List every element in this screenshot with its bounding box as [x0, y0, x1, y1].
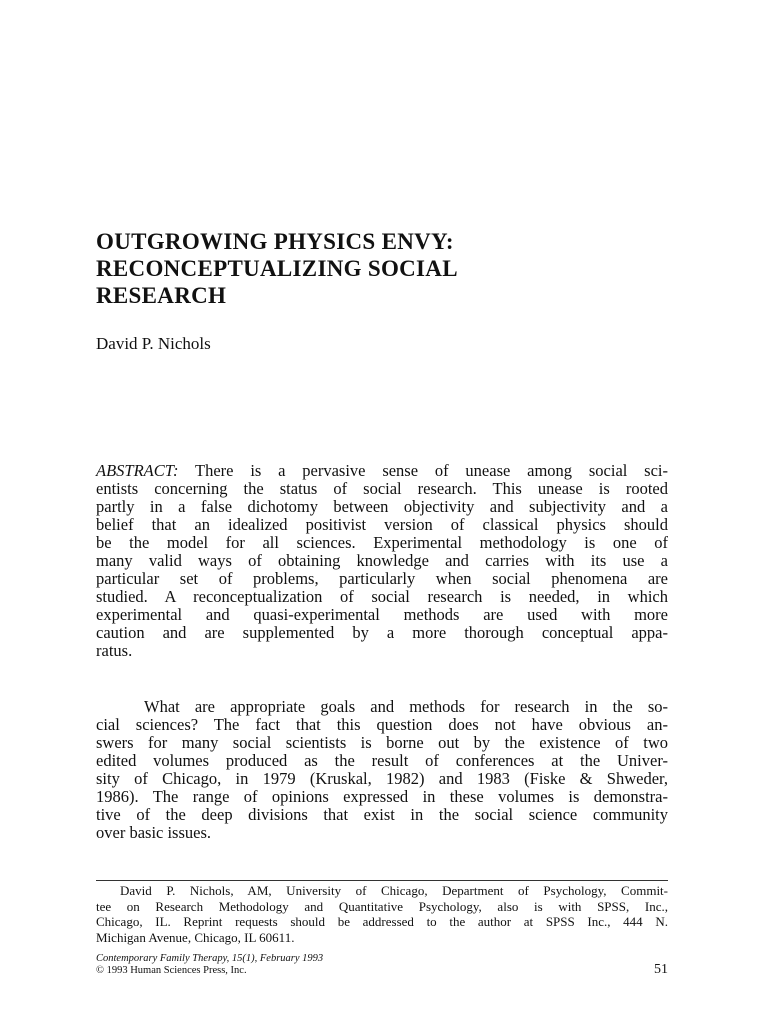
abstract-line: belief that an idealized positivist version of classical physics should — [96, 515, 668, 534]
abstract-line: studied. A reconceptualization of social research is needed, in which — [96, 587, 668, 606]
abstract-line — [96, 462, 668, 480]
copyright-notice: © 1993 Human Sciences Press, Inc. — [96, 965, 247, 976]
article-title — [96, 228, 656, 309]
abstract — [96, 462, 668, 660]
body-line: swers for many social scientists is borne out by the existence of two — [96, 733, 668, 752]
abstract-line: entists concerning the status of social research. This unease is rooted — [96, 479, 668, 498]
abstract-first-line-text: There is a pervasive sense of unease among social sci- — [178, 461, 668, 480]
title-line: RECONCEPTUALIZING SOCIAL — [96, 256, 458, 281]
body-line: over basic issues. — [96, 823, 212, 842]
footnote-line: tee on Research Methodology and Quantitative Psychology, also is with SPSS, Inc., — [96, 898, 668, 914]
abstract-line: partly in a false dichotomy between objectivity and subjectivity and a — [96, 497, 668, 516]
abstract-line: ratus. — [96, 641, 133, 660]
body-line: What are appropriate goals and methods for research in the so- — [144, 697, 668, 716]
body-line: sity of Chicago, in 1979 (Kruskal, 1982) and 1983 (Fiske & Shweder, — [96, 769, 668, 788]
footnote-line: David P. Nichols, AM, University of Chicago, Department of Psychology, Commit- — [120, 883, 668, 898]
abstract-line: many valid ways of obtaining knowledge and carries with its use a — [96, 551, 668, 570]
abstract-line: particular set of problems, particularly when social phenomena are — [96, 569, 668, 588]
body-line: tive of the deep divisions that exist in the social science community — [96, 805, 668, 824]
footnote-divider — [96, 880, 668, 881]
author-name: David P. Nichols — [96, 334, 211, 353]
footnote-line: Michigan Avenue, Chicago, IL 60611. — [96, 929, 295, 945]
abstract-line: experimental and quasi-experimental methods are used with more — [96, 605, 668, 624]
abstract-line: be the model for all sciences. Experimental methodology is one of — [96, 533, 668, 552]
author-footnote — [96, 883, 668, 945]
title-line: RESEARCH — [96, 283, 227, 308]
abstract-line: caution and are supplemented by a more thorough conceptual appa- — [96, 623, 668, 642]
body-paragraph — [96, 698, 668, 842]
journal-citation: Contemporary Family Therapy, 15(1), February 1993 — [96, 953, 324, 964]
page-number: 51 — [654, 962, 668, 977]
title-line: OUTGROWING PHYSICS ENVY: — [96, 229, 454, 254]
body-line: cial sciences? The fact that this question does not have obvious an- — [96, 715, 668, 734]
body-line: 1986). The range of opinions expressed in these volumes is demonstra- — [96, 787, 668, 806]
body-line: edited volumes produced as the result of conferences at the Univer- — [96, 751, 668, 770]
abstract-label: ABSTRACT: — [96, 461, 179, 480]
footnote-line: Chicago, IL. Reprint requests should be addressed to the author at SPSS Inc., 444 N. — [96, 914, 668, 929]
